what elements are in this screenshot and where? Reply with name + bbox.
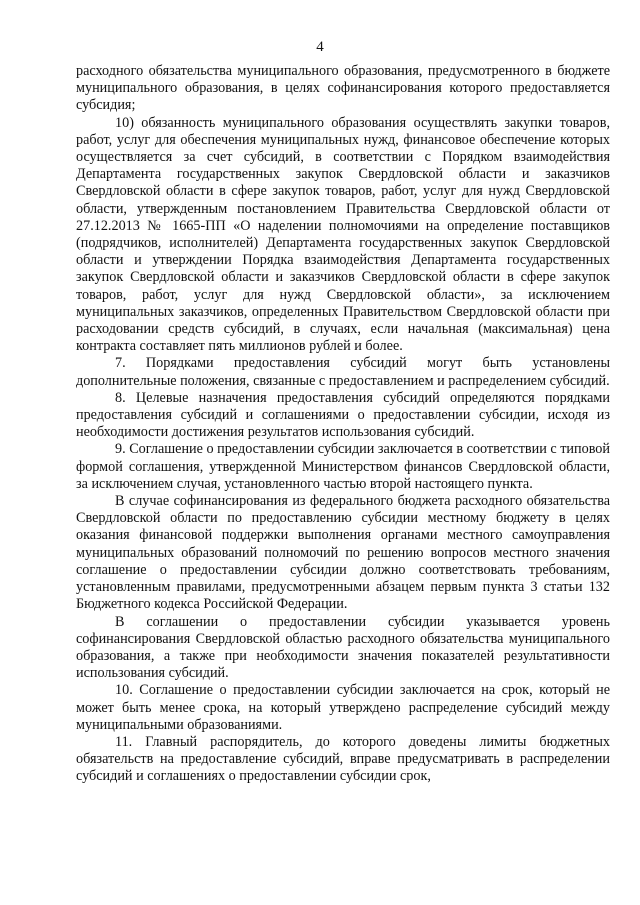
paragraph-item-10: 10) обязанность муниципального образования осуществлять закупки товаров, работ, услуг для обеспечения муниципальных нужд, финансовое обеспечение которых осуществляется за счет субсидий, в соответствии с Порядком взаимодействия Департамента государственных закупок Свердловской области и заказчиков Свердловской области в сфере закупок товаров, работ, услуг для нужд Свердловской области, утвержденным постановлением Правительства Свердловской области от 27.12.2013 № 1665-ПП «О наделении полномочиями на определение поставщиков (подрядчиков, исполнителей) Департамента государственных закупок Свердловской области и утверждении Порядка взаимодействия Департамента государственных закупок Свердловской области и заказчиков Свердловской области в сфере закупок товаров, работ, услуг для нужд Свердловской области», за исключением муниципальных заказчиков, определенных Правительством Свердловской области при расходовании средств субсидий, в случаях, если начальная (максимальная) цена контракта составляет пять миллионов рублей и более. — [76, 114, 610, 355]
paragraph-clause-7: 7. Порядками предоставления субсидий могут быть установлены дополнительные положения, связанные с предоставлением и распределением субсидий. — [76, 355, 610, 389]
document-body — [76, 63, 610, 786]
paragraph-clause-8: 8. Целевые назначения предоставления субсидий определяются порядками предоставления субсидий и соглашениями о предоставлении субсидии, исходя из необходимости достижения результатов использования субсидий. — [76, 389, 610, 441]
paragraph-clause-11: 11. Главный распорядитель, до которого доведены лимиты бюджетных обязательств на предоставление субсидий, вправе предусматривать в распределении субсидий и соглашениях о предоставлении субсидии срок, — [76, 733, 610, 785]
paragraph-agreement-level: В соглашении о предоставлении субсидии указывается уровень софинансирования Свердловской областью расходного обязательства муниципального образования, а также при необходимости значения показателей результативности использования субсидий. — [76, 613, 610, 682]
paragraph-cofinancing: В случае софинансирования из федерального бюджета расходного обязательства Свердловской области по предоставлению субсидии местному бюджету в целях оказания финансовой поддержки выполнения органами местного самоуправления муниципальных образований полномочий по решению вопросов местного значения соглашение о предоставлении субсидии должно соответствовать требованиям, установленным правилами, предусмотренными абзацем первым пункта 3 статьи 132 Бюджетного кодекса Российской Федерации. — [76, 493, 610, 613]
paragraph-clause-9: 9. Соглашение о предоставлении субсидии заключается в соответствии с типовой формой соглашения, утвержденной Министерством финансов Свердловской области, за исключением случая, установленного частью второй настоящего пункта. — [76, 441, 610, 492]
page-number: 4 — [316, 39, 324, 55]
paragraph-clause-10: 10. Соглашение о предоставлении субсидии заключается на срок, который не может быть менее срока, на который утверждено распределение субсидий между муниципальными образованиями. — [76, 682, 610, 733]
paragraph-continuation: расходного обязательства муниципального образования, предусмотренного в бюджете муниципального образования, в целях софинансирования которого предоставляется субсидия; — [76, 63, 610, 114]
